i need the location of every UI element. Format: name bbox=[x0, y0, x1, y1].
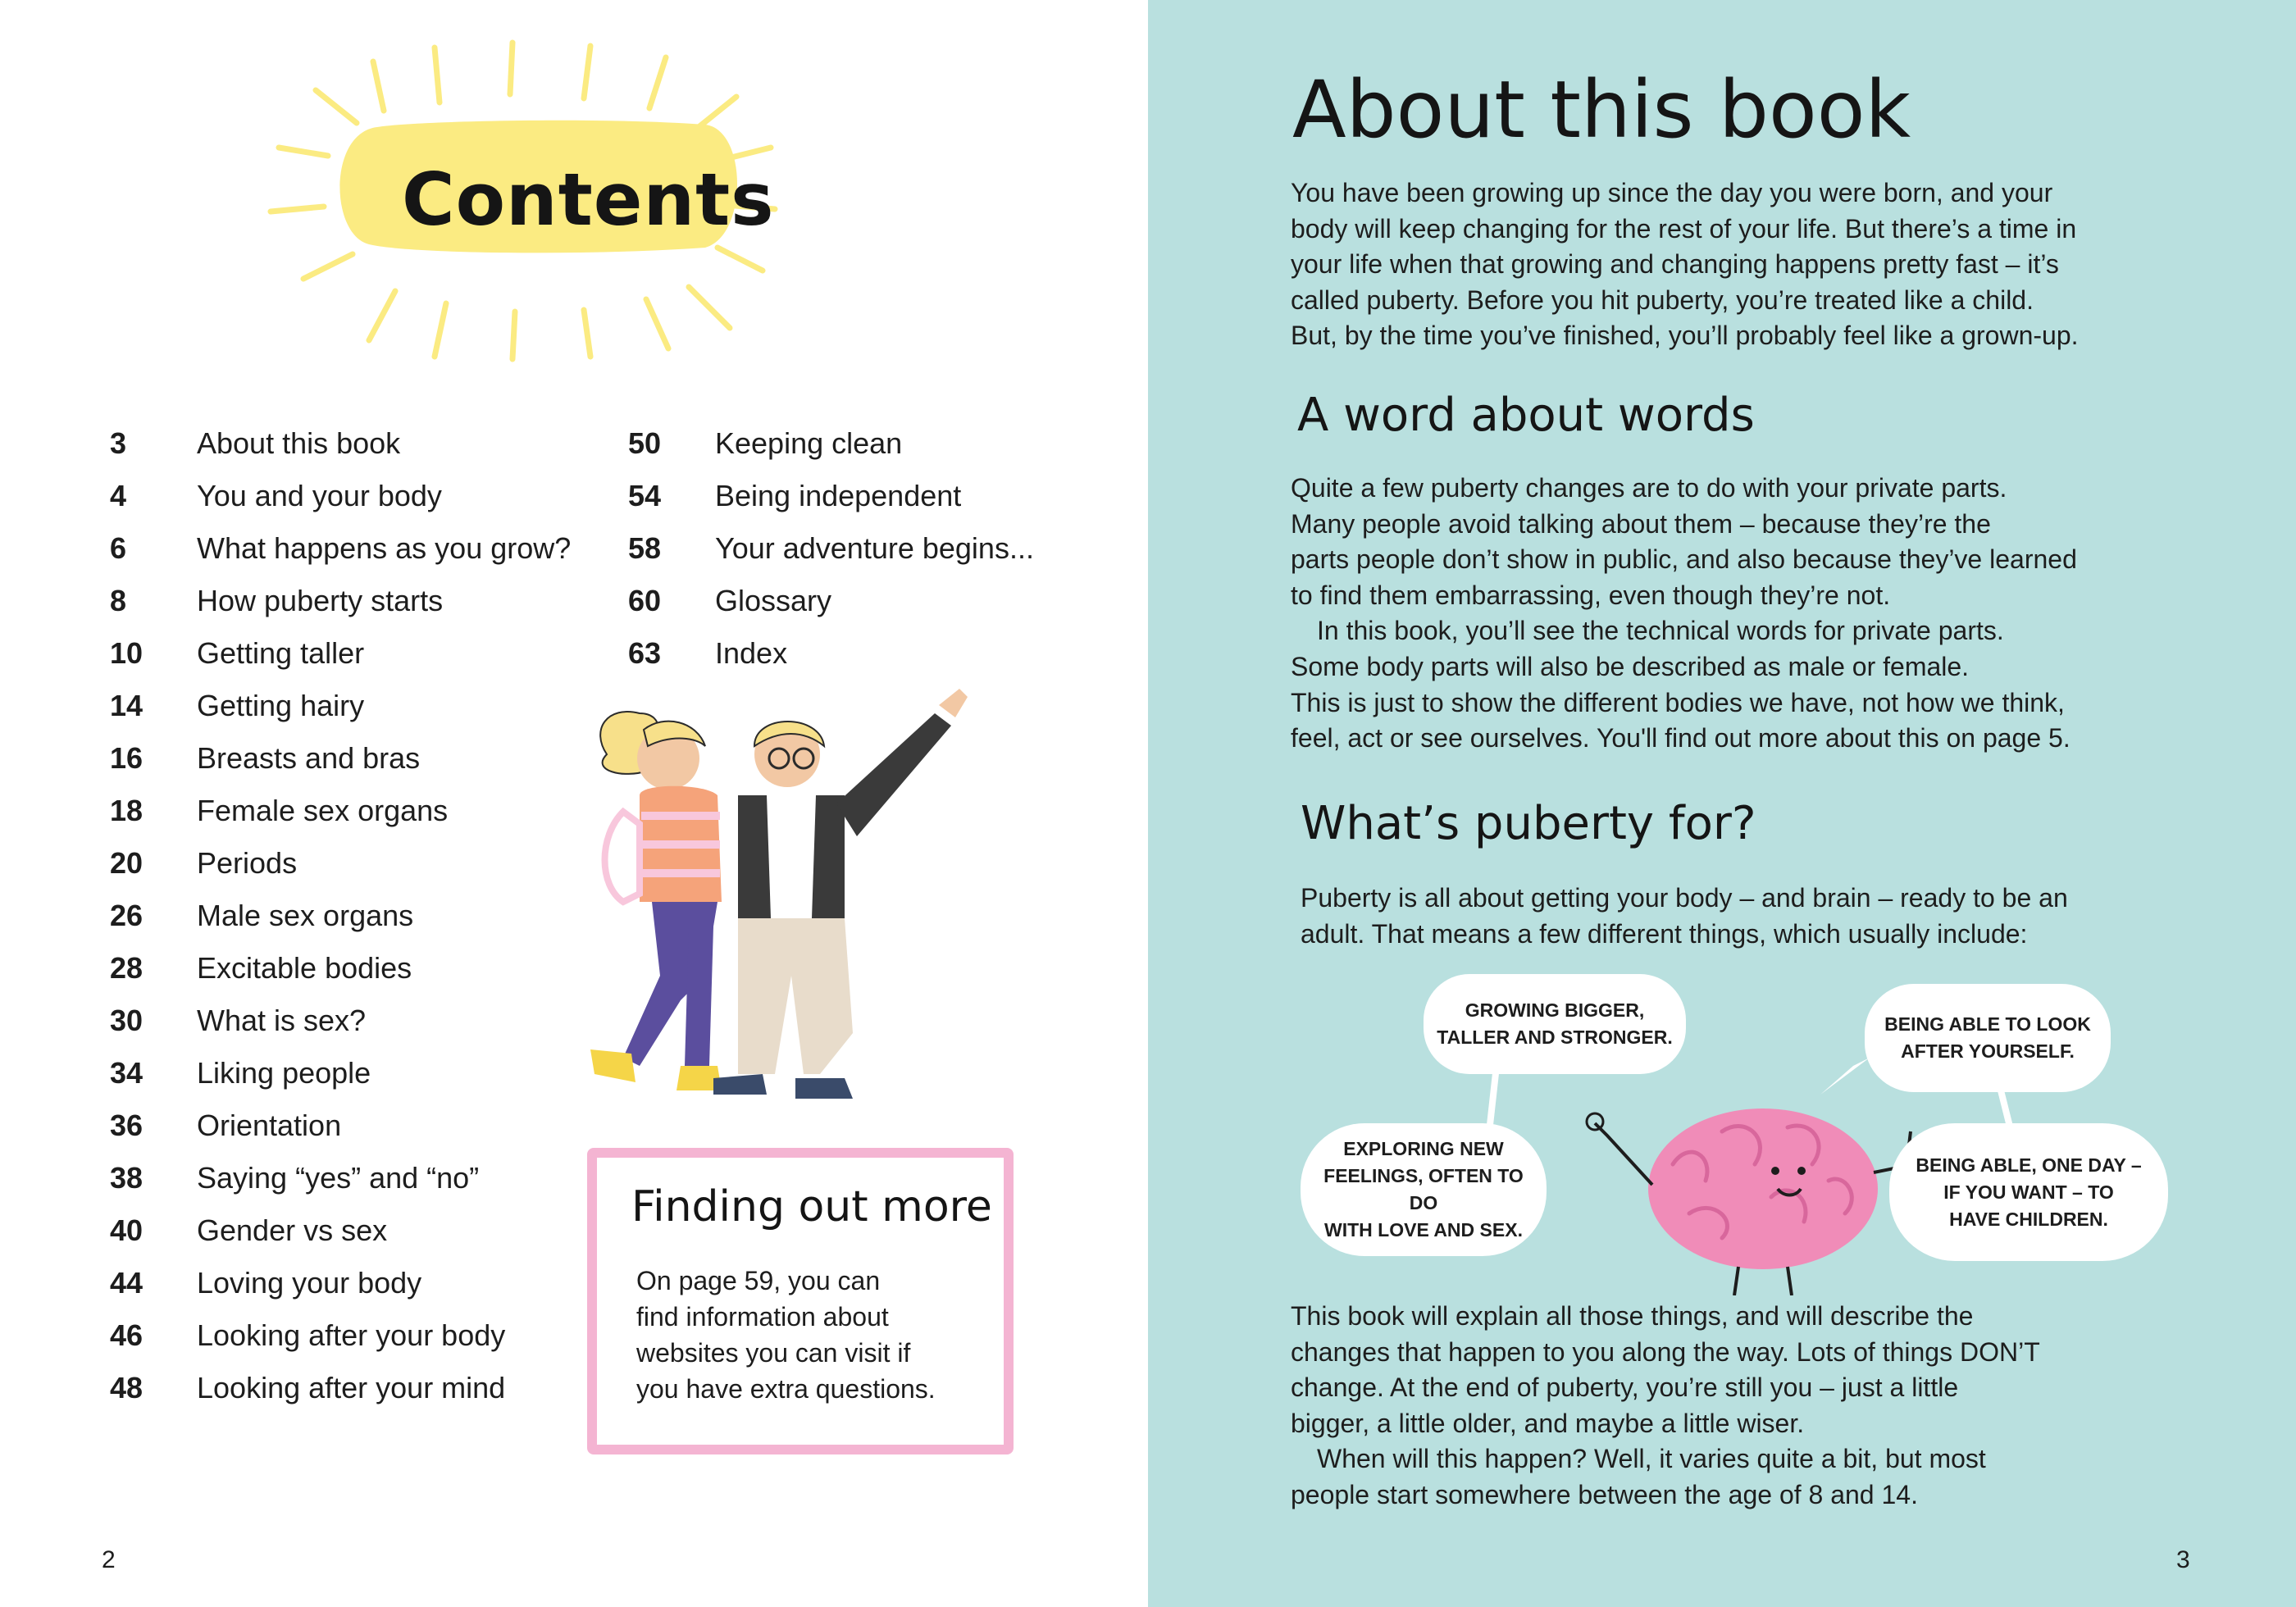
text-line: people start somewhere between the age of 8 and 14. bbox=[1291, 1479, 1918, 1509]
toc-title: Loving your body bbox=[197, 1266, 422, 1300]
page-number-left: 2 bbox=[102, 1546, 116, 1573]
text-line: Some body parts will also be described as male or female. bbox=[1291, 651, 1970, 681]
bubble-line: TALLER AND STRONGER. bbox=[1437, 1027, 1673, 1048]
friends-illustration bbox=[574, 681, 1033, 1156]
toc-page-number: 60 bbox=[628, 584, 662, 617]
bubble-exploring-feelings bbox=[1301, 1123, 1547, 1256]
finding-out-more-title: Finding out more bbox=[631, 1182, 992, 1231]
finding-out-more-box bbox=[587, 1148, 1014, 1454]
text-line: feel, act or see ourselves. You'll find out more about this on page 5. bbox=[1291, 723, 2070, 753]
bubble-look-after-yourself bbox=[1865, 984, 2111, 1092]
puberty-heading: What’s puberty for? bbox=[1301, 797, 1756, 850]
toc-page-number: 38 bbox=[110, 1161, 144, 1195]
toc-page-number: 8 bbox=[110, 584, 127, 617]
toc-title: How puberty starts bbox=[197, 584, 444, 617]
toc-title: Periods bbox=[197, 846, 298, 880]
bubble-line: EXPLORING NEW bbox=[1343, 1138, 1504, 1159]
text-line: called puberty. Before you hit puberty, you’re treated like a child. bbox=[1291, 285, 2034, 315]
bubble-have-children bbox=[1889, 1123, 2168, 1261]
toc-page-number: 44 bbox=[110, 1266, 144, 1300]
fom-line: On page 59, you can bbox=[636, 1266, 881, 1295]
toc-title: Being independent bbox=[715, 479, 962, 512]
toc-page-number: 40 bbox=[110, 1213, 144, 1247]
toc-page-number: 30 bbox=[110, 1004, 144, 1037]
text-line: But, by the time you’ve finished, you’ll probably feel like a grown-up. bbox=[1291, 321, 2079, 351]
text-line: Many people avoid talking about them – because they’re the bbox=[1291, 508, 1991, 539]
toc-page-number: 63 bbox=[628, 636, 662, 670]
toc-title: You and your body bbox=[197, 479, 442, 512]
brain-character-illustration bbox=[1587, 1109, 1911, 1295]
bubble-line: WITH LOVE AND SEX. bbox=[1324, 1219, 1523, 1241]
puberty-paragraph bbox=[1301, 881, 2068, 952]
bubble-line: BEING ABLE TO LOOK bbox=[1884, 1013, 2091, 1035]
words-paragraph bbox=[1291, 471, 2077, 757]
toc-title: What is sex? bbox=[197, 1004, 367, 1037]
text-line: to find them embarrassing, even though they’re not. bbox=[1291, 580, 1891, 610]
toc-title: Keeping clean bbox=[715, 426, 903, 460]
text-line: This book will explain all those things, and will describe the bbox=[1291, 1301, 1974, 1331]
words-heading: A word about words bbox=[1297, 389, 1755, 442]
contents-heading: Contents bbox=[402, 157, 775, 242]
toc-title: Orientation bbox=[197, 1109, 342, 1142]
text-line: This is just to show the different bodies we have, not how we think, bbox=[1291, 687, 2065, 717]
toc-title: Glossary bbox=[715, 584, 832, 617]
bubble-line: HAVE CHILDREN. bbox=[1949, 1208, 2108, 1230]
toc-title: Female sex organs bbox=[197, 794, 449, 827]
text-line: Puberty is all about getting your body – and brain – ready to be an bbox=[1301, 883, 2068, 913]
toc-title: Saying “yes” and “no” bbox=[197, 1161, 480, 1195]
toc-title: Liking people bbox=[197, 1056, 371, 1090]
toc-title: What happens as you grow? bbox=[197, 531, 572, 565]
bubble-line: BEING ABLE, ONE DAY – bbox=[1916, 1154, 2142, 1176]
toc-title: Excitable bodies bbox=[197, 951, 412, 985]
toc-title: Gender vs sex bbox=[197, 1213, 388, 1247]
toc-title: Looking after your body bbox=[197, 1318, 506, 1352]
text-line: your life when that growing and changing happens pretty fast – it’s bbox=[1291, 249, 2059, 280]
text-line: parts people don’t show in public, and also because they’ve learned bbox=[1291, 544, 2077, 575]
toc-page-number: 14 bbox=[110, 689, 144, 722]
text-line: adult. That means a few different things, which usually include: bbox=[1301, 918, 2028, 949]
toc-title: Index bbox=[715, 636, 788, 670]
toc-title: Looking after your mind bbox=[197, 1371, 506, 1404]
toc-page-number: 50 bbox=[628, 426, 662, 460]
toc-page-number: 28 bbox=[110, 951, 144, 985]
text-line: changes that happen to you along the way. Lots of things DON’T bbox=[1291, 1336, 2040, 1367]
text-line: body will keep changing for the rest of your life. But there’s a time in bbox=[1291, 213, 2077, 244]
toc-page-number: 6 bbox=[110, 531, 127, 565]
text-line: Quite a few puberty changes are to do with your private parts. bbox=[1291, 473, 2007, 503]
toc-page-number: 20 bbox=[110, 846, 144, 880]
toc-page-number: 46 bbox=[110, 1318, 144, 1352]
bubble-line: FEELINGS, OFTEN TO DO bbox=[1323, 1165, 1524, 1213]
bubble-line: AFTER YOURSELF. bbox=[1901, 1040, 2075, 1062]
bubble-growing-bigger bbox=[1424, 974, 1686, 1074]
about-heading: About this book bbox=[1292, 64, 1911, 156]
fom-line: websites you can visit if bbox=[636, 1338, 911, 1368]
fom-line: you have extra questions. bbox=[636, 1374, 936, 1404]
toc-page-number: 34 bbox=[110, 1056, 144, 1090]
toc-title: Breasts and bras bbox=[197, 741, 421, 775]
closing-paragraph bbox=[1291, 1299, 2040, 1514]
bubble-line: GROWING BIGGER, bbox=[1465, 999, 1645, 1021]
page-number-right: 3 bbox=[2176, 1546, 2190, 1573]
toc-page-number: 48 bbox=[110, 1371, 144, 1404]
fom-line: find information about bbox=[636, 1302, 889, 1332]
toc-page-number: 18 bbox=[110, 794, 144, 827]
text-line: In this book, you’ll see the technical words for private parts. bbox=[1317, 616, 2004, 646]
toc-title: Getting taller bbox=[197, 636, 365, 670]
toc-title: Getting hairy bbox=[197, 689, 365, 722]
text-line: change. At the end of puberty, you’re still you – just a little bbox=[1291, 1373, 1959, 1403]
toc-page-number: 36 bbox=[110, 1109, 144, 1142]
toc-page-number: 26 bbox=[110, 899, 144, 932]
toc-title: Male sex organs bbox=[197, 899, 414, 932]
toc-page-number: 54 bbox=[628, 479, 662, 512]
toc-title: Your adventure begins... bbox=[715, 531, 1034, 565]
text-line: bigger, a little older, and maybe a little wiser. bbox=[1291, 1408, 1805, 1438]
toc-page-number: 3 bbox=[110, 426, 127, 460]
bubble-line: IF YOU WANT – TO bbox=[1943, 1181, 2114, 1203]
finding-out-more-text bbox=[636, 1263, 997, 1407]
toc-page-number: 58 bbox=[628, 531, 662, 565]
toc-title: About this book bbox=[197, 426, 401, 460]
text-line: When will this happen? Well, it varies quite a bit, but most bbox=[1317, 1444, 1986, 1474]
toc-page-number: 4 bbox=[110, 479, 127, 512]
toc-page-number: 16 bbox=[110, 741, 144, 775]
intro-paragraph bbox=[1291, 175, 2079, 354]
toc-page-number: 10 bbox=[110, 636, 144, 670]
text-line: You have been growing up since the day you were born, and your bbox=[1291, 178, 2053, 207]
